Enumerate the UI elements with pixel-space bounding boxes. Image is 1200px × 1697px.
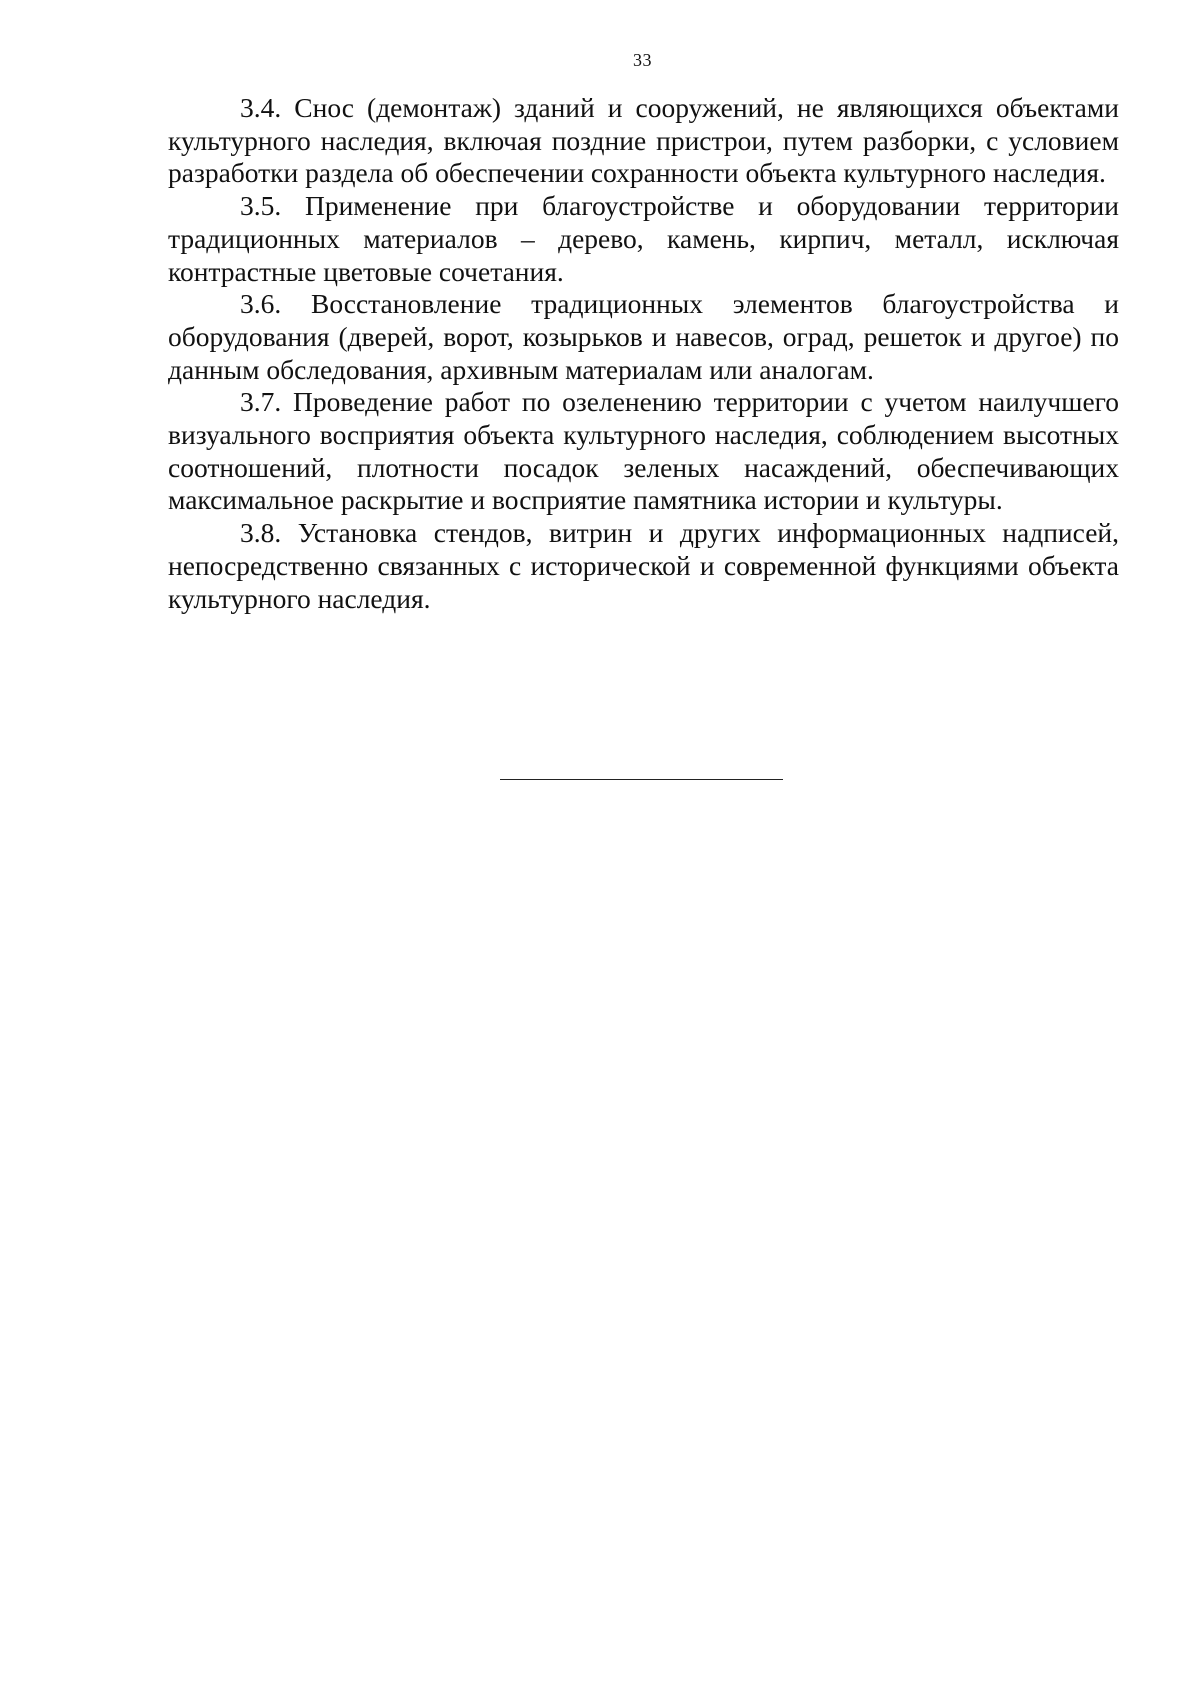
paragraph-3-5: 3.5. Применение при благоустройстве и оборудовании территории традиционных материалов – дерево, камень, кирпич, металл, исключая контрастные цветовые сочетания.	[168, 190, 1119, 287]
page-number: 33	[633, 50, 652, 70]
end-of-text-rule	[500, 779, 783, 780]
paragraph-3-4: 3.4. Снос (демонтаж) зданий и сооружений, не являющихся объектами культурного наследия, включая поздние пристрои, путем разборки, с условием разработки раздела об обеспечении сохранности объекта культурного наследия.	[168, 92, 1119, 189]
paragraph-3-7: 3.7. Проведение работ по озеленению территории с учетом наилучшего визуального восприятия объекта культурного наследия, соблюдением высотных соотношений, плотности посадок зеленых насаждений, обеспечивающих максимальное раскрытие и восприятие памятника истории и культуры.	[168, 386, 1119, 516]
paragraph-3-6: 3.6. Восстановление традиционных элементов благоустройства и оборудования (дверей, ворот, козырьков и навесов, оград, решеток и другое) по данным обследования, архивным материалам или аналогам.	[168, 288, 1119, 385]
paragraph-3-8: 3.8. Установка стендов, витрин и других информационных надписей, непосредственно связанных с исторической и современной функциями объекта культурного наследия.	[168, 517, 1119, 614]
document-body	[168, 92, 1119, 615]
